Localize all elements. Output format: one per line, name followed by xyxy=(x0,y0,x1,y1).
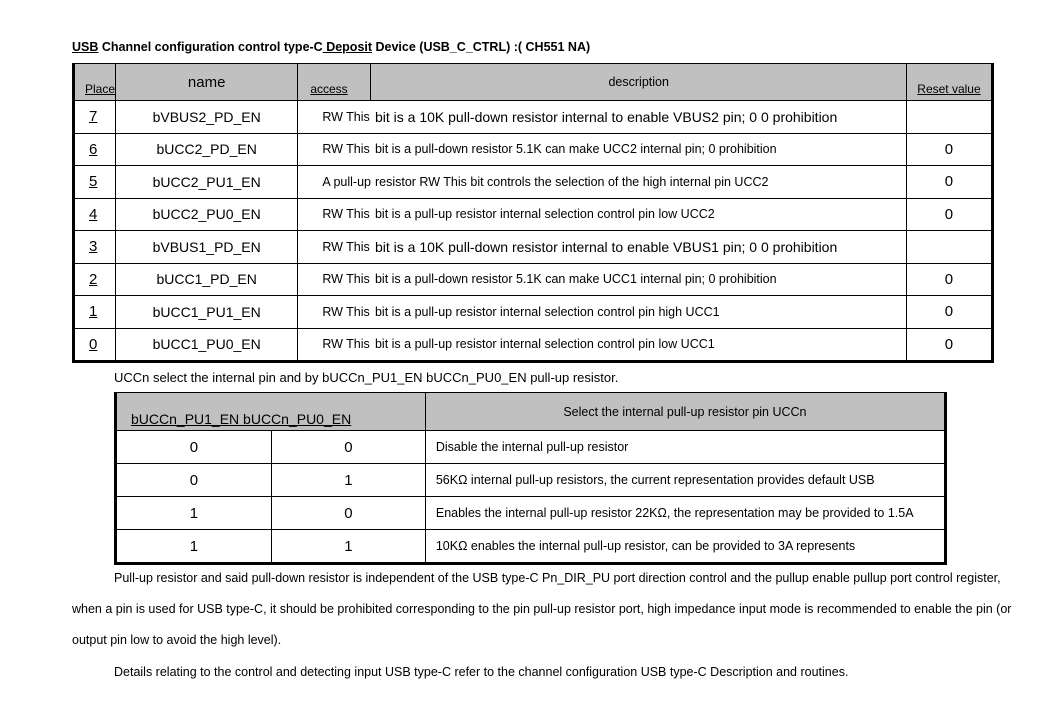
register-description: bit is a pull-up resistor internal selection control pin low UCC2 xyxy=(371,198,906,231)
register-reset-value: 0 xyxy=(906,328,992,362)
header-reset-value: Reset value xyxy=(906,64,992,101)
pullup-pu0-value: 0 xyxy=(271,431,425,464)
register-reset-value: 0 xyxy=(906,198,992,231)
register-description: bit is a 10K pull-down resistor internal to enable VBUS1 pin; 0 0 prohibition xyxy=(371,231,906,264)
register-name: bVBUS1_PD_EN xyxy=(116,231,298,264)
register-reset-value: 0 xyxy=(906,296,992,329)
register-row xyxy=(74,198,993,231)
register-name: bVBUS2_PD_EN xyxy=(116,101,298,134)
paragraph-line: when a pin is used for USB type-C, it should be prohibited corresponding to the pin pull-up resistor port, high impedance input mode is recommended to enable the pin (or xyxy=(72,602,1012,616)
register-reset-value: 0 xyxy=(906,166,992,199)
header-place: Place xyxy=(74,64,116,101)
register-place: 0 xyxy=(74,328,116,362)
register-access: RW This xyxy=(298,263,371,296)
register-access: RW This xyxy=(298,231,371,264)
pullup-note: UCCn select the internal pin and by bUCCn_PU1_EN bUCCn_PU0_EN pull-up resistor. xyxy=(114,370,619,385)
pullup-description: Enables the internal pull-up resistor 22KΩ, the representation may be provided to 1.5A xyxy=(425,497,945,530)
register-place: 2 xyxy=(74,263,116,296)
header-bits: bUCCn_PU1_EN bUCCn_PU0_EN xyxy=(116,393,426,431)
register-description: bit is a pull-up resistor internal selection control pin low UCC1 xyxy=(371,328,906,362)
pullup-row xyxy=(116,431,946,464)
register-row xyxy=(74,263,993,296)
register-access: RW This xyxy=(298,133,371,166)
register-reset-value xyxy=(906,101,992,134)
pullup-table xyxy=(114,392,947,565)
register-name: bUCC2_PU1_EN xyxy=(116,166,298,199)
register-row xyxy=(74,133,993,166)
register-reset-value: 0 xyxy=(906,133,992,166)
register-place: 5 xyxy=(74,166,116,199)
register-reset-value xyxy=(906,231,992,264)
register-place: 3 xyxy=(74,231,116,264)
register-row xyxy=(74,166,993,199)
register-description: bit is a pull-up resistor internal selection control pin high UCC1 xyxy=(371,296,906,329)
register-name: bUCC1_PU0_EN xyxy=(116,328,298,362)
pullup-pu0-value: 1 xyxy=(271,464,425,497)
pullup-description: 10KΩ enables the internal pull-up resistor, can be provided to 3A represents xyxy=(425,530,945,564)
register-description: bit is a pull-down resistor 5.1K can make UCC2 internal pin; 0 prohibition xyxy=(371,133,906,166)
register-reset-value: 0 xyxy=(906,263,992,296)
register-access: RW This xyxy=(298,101,371,134)
title-deposit: Deposit xyxy=(322,40,373,54)
title-middle: Channel configuration control type-C xyxy=(98,40,323,54)
register-description: resistor RW This bit controls the selection of the high internal pin UCC2 xyxy=(371,166,906,199)
document-title xyxy=(72,40,590,54)
pullup-description: 56KΩ internal pull-up resistors, the current representation provides default USB xyxy=(425,464,945,497)
register-place: 6 xyxy=(74,133,116,166)
header-access: access xyxy=(298,64,371,101)
paragraph-line: output pin low to avoid the high level). xyxy=(72,633,282,647)
pullup-row xyxy=(116,530,946,564)
register-row xyxy=(74,101,993,134)
pullup-pu1-value: 0 xyxy=(116,431,272,464)
register-place: 1 xyxy=(74,296,116,329)
register-name: bUCC2_PD_EN xyxy=(116,133,298,166)
header-description: description xyxy=(371,64,906,101)
register-row xyxy=(74,231,993,264)
register-place: 4 xyxy=(74,198,116,231)
pullup-description: Disable the internal pull-up resistor xyxy=(425,431,945,464)
pullup-pu0-value: 1 xyxy=(271,530,425,564)
register-access: A pull-up xyxy=(298,166,371,199)
register-name: bUCC1_PD_EN xyxy=(116,263,298,296)
register-name: bUCC1_PU1_EN xyxy=(116,296,298,329)
register-header-row xyxy=(74,64,993,101)
register-description: bit is a pull-down resistor 5.1K can make UCC1 internal pin; 0 prohibition xyxy=(371,263,906,296)
register-table xyxy=(72,63,994,363)
pullup-pu1-value: 1 xyxy=(116,530,272,564)
register-row xyxy=(74,296,993,329)
pullup-row xyxy=(116,464,946,497)
header-name: name xyxy=(116,64,298,101)
register-access: RW This xyxy=(298,328,371,362)
paragraph-line: Pull-up resistor and said pull-down resistor is independent of the USB type-C Pn_DIR_PU port direction control and the pullup enable pullup port control register, xyxy=(114,571,1001,585)
paragraph-line: Details relating to the control and detecting input USB type-C refer to the channel configuration USB type-C Description and routines. xyxy=(114,665,849,679)
pullup-row xyxy=(116,497,946,530)
pullup-pu0-value: 0 xyxy=(271,497,425,530)
pullup-header-row xyxy=(116,393,946,431)
register-place: 7 xyxy=(74,101,116,134)
register-row xyxy=(74,328,993,362)
pullup-pu1-value: 1 xyxy=(116,497,272,530)
register-access: RW This xyxy=(298,198,371,231)
pullup-pu1-value: 0 xyxy=(116,464,272,497)
title-rest: Device (USB_C_CTRL) :( CH551 NA) xyxy=(372,40,591,54)
header-select: Select the internal pull-up resistor pin UCCn xyxy=(425,393,945,431)
register-description: bit is a 10K pull-down resistor internal to enable VBUS2 pin; 0 0 prohibition xyxy=(371,101,906,134)
register-name: bUCC2_PU0_EN xyxy=(116,198,298,231)
register-access: RW This xyxy=(298,296,371,329)
title-usb: USB xyxy=(72,40,99,54)
